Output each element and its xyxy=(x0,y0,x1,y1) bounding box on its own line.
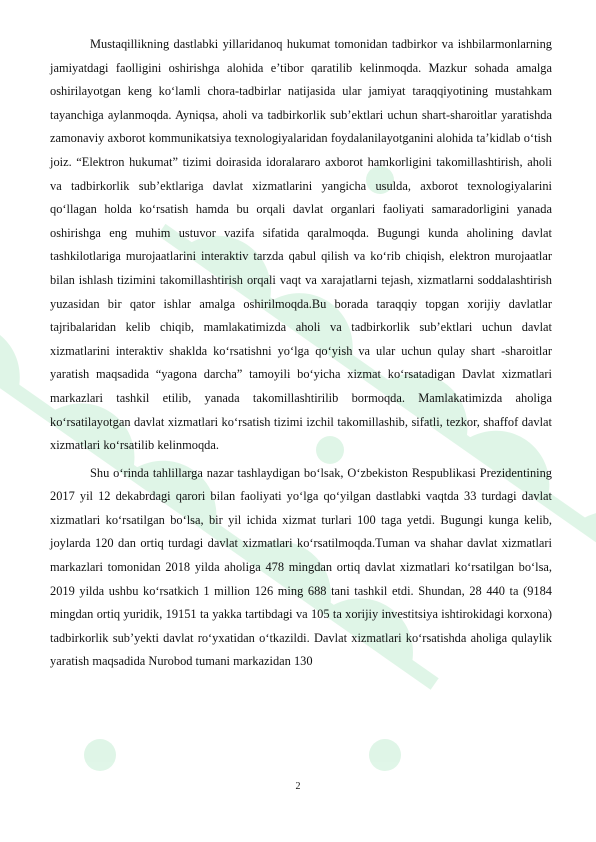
document-body xyxy=(50,33,552,674)
paragraph-2: Shu o‘rinda tahlillarga nazar tashlaydigan bo‘lsak, O‘zbekiston Respublikasi Prezidentining 2017 yil 12 dekabrdagi qarori bilan faoliyati yo‘lga qo‘yilgan dastlabki vaqtda 33 turdagi davlat xizmatlari ko‘rsatilgan bo‘lsa, bir yil ichida xizmat turlari 100 taga yetdi. Bugungi kunga kelib, joylarda 120 dan ortiq turdagi davlat xizmatlari ko‘rsatilmoqda.Tuman va shahar davlat xizmatlari markazlari tomonidan 2018 yilda aholiga 478 mingdan ortiq davlat xizmatlari ko‘rsatilgan bo‘lsa, 2019 yilda ushbu ko‘rsatkich 1 million 126 ming 688 tani tashkil etdi. Shundan, 28 440 ta (9184 mingdan ortiq yuridik, 19151 ta yakka tartibdagi va 105 ta xorijiy investitsiya ishtirokidagi korxona) tadbirkorlik sub’yekti davlat ro‘yxatidan o‘tkazildi. Davlat xizmatlari ko‘rsatishda aholiga qulaylik yaratish maqsadida Nurobod tumani markazidan 130 xyxy=(50,465,552,669)
page-number: 2 xyxy=(295,781,301,792)
paragraph-1: Mustaqillikning dastlabki yillaridanoq hukumat tomonidan tadbirkor va ishbilarmonlarning jamiyatdagi faolligini oshirishga alohida e’tibor qaratilib kelinmoqda. Mazkur sohada amalga oshirilayotgan keng ko‘lamli chora-tadbirlar natijasida ular jamiyat taraqqiyotining mustahkam tayanchiga aylanmoqda. Ayniqsa, aholi va tadbirkorlik sub’ektlari uchun shart-sharoitlar yaratishda zamonaviy axborot kommunikatsiya texnologiyalaridan foydalanilayotganini alohida ta’kidlab o‘tish joiz. “Elektron hukumat” tizimi doirasida idoralararo axborot hamkorligini takomillashtirish, aholi va tadbirkorlik sub’ektlariga davlat xizmatlarini yangicha usulda, axborot texnologiyalarini qo‘llagan holda ko‘rsatish hamda bu orqali davlat organlari faoliyati samaradorligini yanada oshirishga eng muhim ustuvor vazifa sifatida qaralmoqda. Bugungi kunda aholining davlat tashkilotlariga murojaatlarini interaktiv tarzda qabul qilish va ko‘rib chiqish, elektron murojaatlar bilan ishlash tizimini takomillashtirish orqali vaqt va xarajatlarni tejash, xizmatlarni soddalashtirish yuzasidan bir qator ishlar amalga oshirilmoqda.Bu borada taraqqiy topgan xorijiy davlatlar tajribalaridan kelib chiqib, mamlakatimizda aholi va tadbirkorlik sub’ektlari uchun davlat xizmatlarini interaktiv shaklda ko‘rsatishni yo‘lga qo‘yish va ular uchun qulay shart -sharoitlar yaratish maqsadida “yagona darcha” tamoyili bo‘yicha xizmat ko‘rsatadigan Davlat xizmatlari markazlari tashkil etilib, yanada takomillashtirilib bormoqda. Mamlakatimizda aholiga ko‘rsatilayotgan davlat xizmatlari ko‘rsatish tizimi izchil takomillashib, sifatli, tezkor, shaffof davlat xizmatlari ko‘rsatilib kelinmoqda. xyxy=(50,37,552,453)
